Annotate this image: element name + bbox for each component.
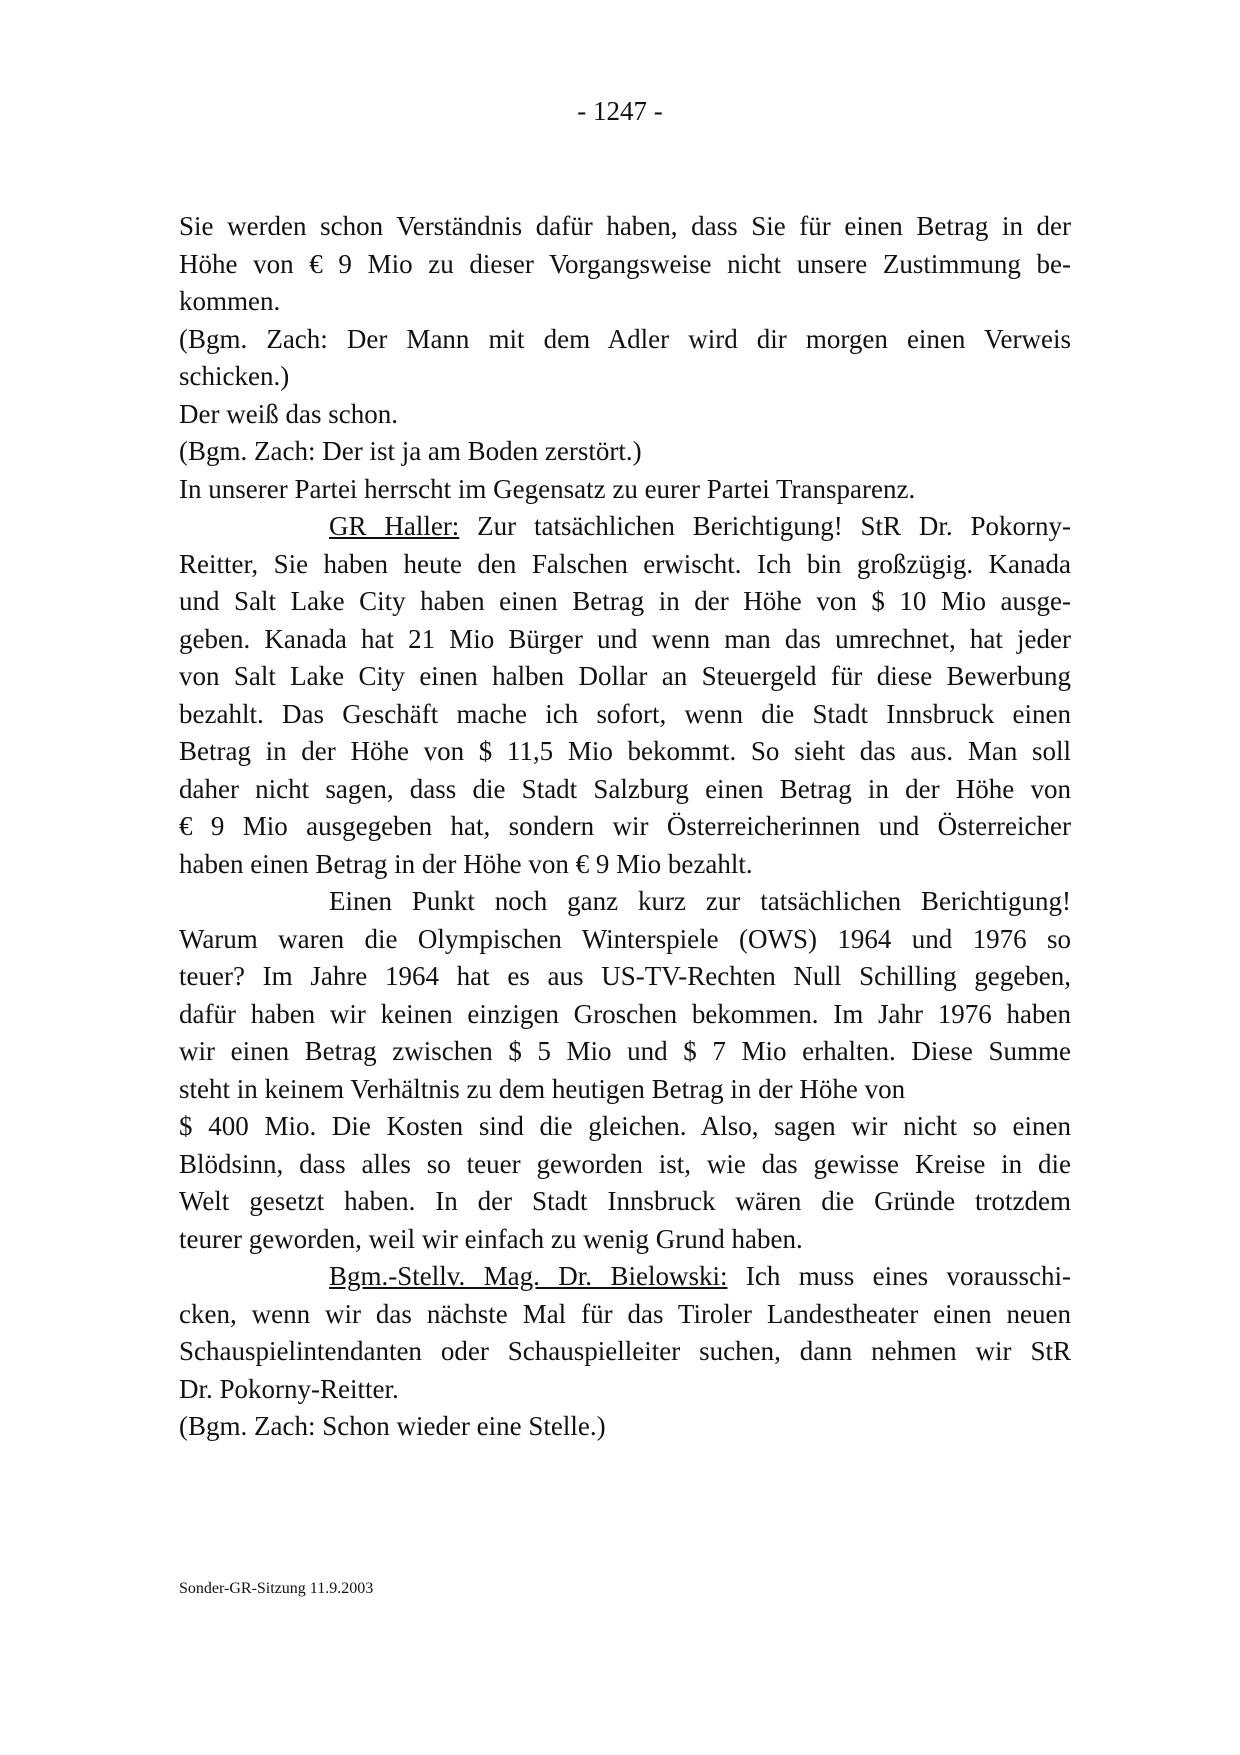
text-line: von Salt Lake City einen halben Dollar an Steuergeld für diese Bewerbung: [179, 661, 1071, 691]
interjection-line: (Bgm. Zach: Schon wieder eine Stelle.): [179, 1411, 606, 1441]
page-number: - 1247 -: [577, 96, 663, 126]
text-line: $ 400 Mio. Die Kosten sind die gleichen. Also, sagen wir nicht so einen: [179, 1111, 1071, 1141]
text-line: Warum waren die Olympischen Winterspiele (OWS) 1964 und 1976 so: [179, 923, 1071, 954]
text-line: daher nicht sagen, dass die Stadt Salzburg einen Betrag in der Höhe von: [179, 773, 1071, 804]
text-line: Schauspielintendanten oder Schauspielleiter suchen, dann nehmen wir StR: [179, 1336, 1071, 1366]
document-body: [179, 208, 1071, 1446]
text-line: dafür haben wir keinen einzigen Groschen bekommen. Im Jahr 1976 haben: [179, 998, 1071, 1029]
text-line: haben einen Betrag in der Höhe von € 9 Mio bezahlt.: [179, 848, 753, 879]
text-line: steht in keinem Verhältnis zu dem heutigen Betrag in der Höhe von: [179, 1073, 906, 1104]
interjection-line: schicken.): [179, 361, 290, 391]
text-line: bezahlt. Das Geschäft mache ich sofort, wenn die Stadt Innsbruck einen: [179, 698, 1071, 729]
footer-session-label: Sonder-GR-Sitzung 11.9.2003: [179, 1580, 374, 1597]
speaker-name: GR Haller:: [329, 511, 460, 541]
text-line: € 9 Mio ausgegeben hat, sondern wir Österreicherinnen und Österreicher: [179, 811, 1071, 841]
speech-text: Ich muss eines vorausschi-: [727, 1261, 1072, 1291]
text-line: teurer geworden, weil wir einfach zu wenig Grund haben.: [179, 1223, 803, 1254]
speech-start-line: [179, 508, 1071, 546]
paragraph-start-line: Einen Punkt noch ganz kurz zur tatsächlichen Berichtigung!: [329, 886, 1071, 916]
text-line: cken, wenn wir das nächste Mal für das Tiroler Landestheater einen neuen: [179, 1298, 1071, 1329]
text-line: Reitter, Sie haben heute den Falschen erwischt. Ich bin großzügig. Kanada: [179, 548, 1071, 579]
speech-start-line: [179, 1258, 1071, 1296]
text-line: In unserer Partei herrscht im Gegensatz zu eurer Partei Transparenz.: [179, 473, 916, 504]
text-line: Höhe von € 9 Mio zu dieser Vorgangsweise nicht unsere Zustimmung be-: [179, 248, 1071, 279]
text-line: geben. Kanada hat 21 Mio Bürger und wenn man das umrechnet, hat jeder: [179, 623, 1071, 654]
interjection-line: (Bgm. Zach: Der ist ja am Boden zerstört.): [179, 436, 642, 466]
text-line: Betrag in der Höhe von $ 11,5 Mio bekommt. So sieht das aus. Man soll: [179, 736, 1071, 766]
text-line: teuer? Im Jahre 1964 hat es aus US-TV-Rechten Null Schilling gegeben,: [179, 961, 1071, 991]
text-line: kommen.: [179, 286, 281, 316]
text-line: Der weiß das schon.: [179, 398, 398, 429]
text-line: und Salt Lake City haben einen Betrag in der Höhe von $ 10 Mio ausge-: [179, 586, 1071, 616]
text-line: Welt gesetzt haben. In der Stadt Innsbruck wären die Gründe trotzdem: [179, 1186, 1071, 1216]
text-line: Dr. Pokorny-Reitter.: [179, 1373, 399, 1404]
text-line: Sie werden schon Verständnis dafür haben, dass Sie für einen Betrag in der: [179, 211, 1071, 241]
interjection-line: (Bgm. Zach: Der Mann mit dem Adler wird dir morgen einen Verweis: [179, 323, 1071, 354]
speech-text: Zur tatsächlichen Berichtigung! StR Dr. Pokorny-: [459, 511, 1071, 541]
text-line: Blödsinn, dass alles so teuer geworden ist, wie das gewisse Kreise in die: [179, 1148, 1071, 1179]
text-line: wir einen Betrag zwischen $ 5 Mio und $ 7 Mio erhalten. Diese Summe: [179, 1036, 1071, 1066]
speaker-name: Bgm.-Stellv. Mag. Dr. Bielowski:: [329, 1261, 728, 1291]
